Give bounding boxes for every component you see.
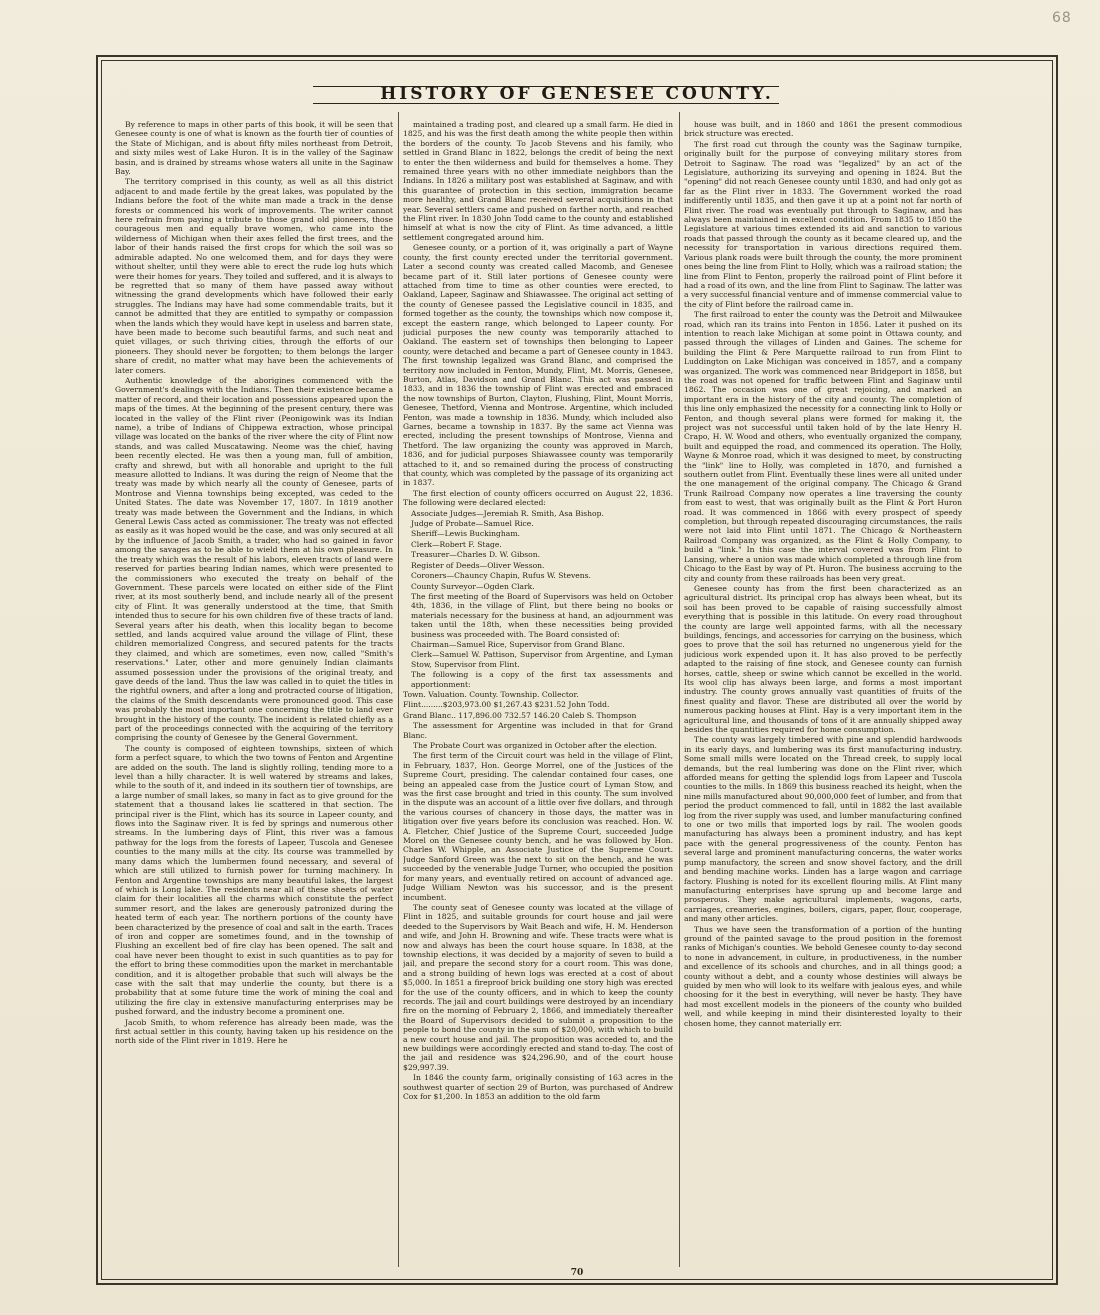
paragraph: Town. Valuation. County. Township. Collector. — [403, 689, 579, 699]
paragraph: Coroners—Chauncy Chapin, Rufus W. Stevens. — [411, 571, 591, 581]
paragraph: maintained a trading post, and cleared up a small farm. He died in 1825, and his was the first death among the white people then within the borders of the county. To Jacob Stevens and his family, who settled in Grand Blanc in 1822, belongs the credit of being the next to enter the then wilderness and build for themselves a home. They remained three years with no other immediate neighbors than the Indians. In 1826 a military post was established at Saginaw, and with this guarantee of protection in this section, immigration became more healthy, and Grand Blanc received several acquisitions in that year. Several settlers came and pushed on farther north, and reached the Flint river. In 1830 John Todd came to the county and established himself at what is now the city of Flint. As time advanced, a little settlement congregated around him. — [403, 120, 673, 242]
paragraph: County Surveyor—Ogden Clark. — [411, 581, 535, 591]
paragraph: Register of Deeds—Oliver Wesson. — [411, 560, 545, 570]
paragraph: Clerk—Samuel W. Pattison, Supervisor from Argentine, and Lyman Stow, Supervisor from Flint. — [411, 650, 673, 669]
page-title: HISTORY OF GENESEE COUNTY. — [380, 84, 774, 104]
paragraph: The county is composed of eighteen townships, sixteen of which form a perfect square, to which the two towns of Fenton and Argentine are added on the south. The land is slightly rolling, tending more to a level than a hilly character. It is well watered by streams and lakes, while to the south of it, and indeed in its southern tier of townships, are a large number of small lakes, so many in fact as to give ground for the statement that a thousand lakes lie scattered in that section. The principal river is the Flint, which has its source in Lapeer county, and flows into the Saginaw river. It is fed by springs and numerous other streams. In the lumbering days of Flint, this river was a famous pathway for the logs from the forests of Lapeer, Tuscola and Genesee counties to the many mills at the city. Its course was trammelled by many dams which the lumbermen found necessary, and several of which are still utilized to furnish power for turning machinery. In Fenton and Argentine townships are many beautiful lakes, the largest of which is Long lake. The residents near all of these sheets of water claim for their localities all the charms which constitute the perfect summer resort, and the lakes are generously patronized during the heated term of each year. The northern portions of the county have been characterized by the presence of coal and salt in the earth. Traces of iron and copper are sometimes found, and in the township of Flushing an excellent bed of fire clay has been opened. The salt and coal have never been thought to exist in such quantities as to pay for the effort to bring these commodities upon the market in merchantable condition, and it is altogether probable that such will always be the case with the salt that may underlie the county, but there is a probability that at some future time the work of mining the coal and utilizing the fire clay in extensive manufacturing enterprises may be pushed forward, and the industry become a prominent one. — [115, 743, 393, 1017]
paragraph: Thus we have seen the transformation of a portion of the hunting ground of the painted savage to the proud position in the foremost ranks of Michigan's counties. We behold Genesee county to-day second to none in advancement, in culture, in productiveness, in the number and excellence of its schools and churches, and in all things good; a county without a debt, and a county whose destinies will always be guided by men who will look to its welfare with jealous eyes, and while choosing for it the best in everything, will never be hasty. They have had most excellent models in the pioneers of the county who builded well, and while keeping in mind their disinterested loyalty to their chosen home, they cannot materially err. — [684, 924, 962, 1028]
text-column-1 — [115, 120, 393, 1270]
folio-number: 68 — [1052, 10, 1072, 26]
paragraph: The territory comprised in this county, as well as all this district adjacent to and made fertile by the great lakes, was populated by the Indians before the foot of the white man made a track in the dense forests or commenced his work of improvements. The writer cannot here refrain from paying a tribute to those grand old pioneers, those courageous men and equally brave women, who came into the wilderness of Michigan when their axes felled the first trees, and the labor of their hands raised the first crops for which the soil was so admirable adapted. No one welcomed them, and for days they were without shelter, until they were able to erect the rude log huts which were their homes for years. They toiled and suffered, and it is always to be regretted that so many of them have passed away without witnessing the grand developments which have followed their early struggles. The Indians may have had some commendable traits, but it cannot be admitted that they are entitled to sympathy or compassion when the lands which they would have kept in useless and barren state, have been made to become such beautiful farms, and such neat and quiet villages, or such thriving cities, through the efforts of our pioneers. They should never be forgotten; to them belongs the larger share of credit, no matter what may have been the achievements of later comers. — [115, 177, 393, 375]
paragraph: The following is a copy of the first tax assessments and apportionment: — [411, 670, 673, 689]
column-divider-2 — [679, 112, 680, 1267]
column-divider-1 — [398, 112, 399, 1267]
paragraph: The assessment for Argentine was included in that for Grand Blanc. — [403, 721, 673, 740]
paragraph: The first election of county officers occurred on August 22, 1836. The following were declared elected: — [403, 488, 673, 508]
paragraph: Jacob Smith, to whom reference has already been made, was the first actual settler in this county, having taken up his residence on the north side of the Flint river in 1819. Here he — [115, 1017, 393, 1046]
paragraph: The first railroad to enter the county was the Detroit and Milwaukee road, which ran its trains into Fenton in 1856. Later it pushed on its intention to reach lake Michigan at some point in Ottawa county, and passed through the villages of Linden and Gaines. The scheme for building the Flint & Pere Marquette railroad to run from Flint to Luddington on Lake Michigan was conceived in 1857, and a company was organized. The work was commenced near Bridgeport in 1858, but the road was not opened for traffic between Flint and Saginaw until 1862. The occasion was one of great rejoicing, and marked an important era in the history of the city and county. The completion of this line only emphasized the necessity for a connecting link to Holly or Fenton, and though several plans were formed for making it, the project was not successful until taken hold of by the late Henry H. Crapo, H. W. Wood and others, who eventually organized the company, built and equipped the road, and commenced its operation. The Holly, Wayne & Monroe road, which it was designed to meet, by constructing the "link" line to Holly, was completed in 1870, and furnished a southern outlet from Flint. Eventually these lines were all united under the one management of the original company. The Chicago & Grand Trunk Railroad Company now operates a line traversing the county from east to west, that was originally built as the Flint & Port Huron road. It was commenced in 1866 with every prospect of speedy completion, but through repeated discouraging circumstances, the rails were not laid into Flint until 1871. The Chicago & Northeastern Railroad Company was organized, as the Flint & Holly Company, to build a "link." In this case the interval covered was from Flint to Lansing, where a union was made which completed a through line from Chicago to the East by way of Pt. Huron. The business accruing to the city and county from these railroads has been very great. — [684, 310, 962, 583]
paragraph: Treasurer—Charles D. W. Gibson. — [411, 550, 541, 560]
paragraph: Sheriff—Lewis Buckingham. — [411, 529, 520, 539]
paragraph: The Probate Court was organized in October after the election. — [413, 741, 657, 750]
paragraph: Genesee county has from the first been characterized as an agricultural district. Its principal crop has always been wheat, but its soil has been proved to be capable of raising successfully almost everything that is possible in this latitude. On every road throughout the county are large well appointed farms, with all the necessary buildings, fencings, and accessories for carrying on the business, which goes to prove that the soil has returned no ungenerous yield for the judicious work expended upon it. It has also proved to be perfectly adapted to the raising of fine stock, and Genesee county can furnish horses, cattle, sheep or swine which cannot be excelled in the world. Its wool clip has always been large, and forms a most important industry. The county grows annually vast quantities of fruits of the finest quality and flavor. These are distributed all over the world by numerous packing houses at Flint. Hay is a very important item in the agricultural line, and thousands of tons of it are annually shipped away besides the quantities required for home consumption. — [684, 583, 962, 734]
paragraph: The first road cut through the county was the Saginaw turnpike, originally built for the purpose of conveying military stores from Detroit to Saginaw. The road was "legalized" by an act of the Legislature, authorizing its surveying and opening in 1824. But the "opening" did not reach Genesee county until 1830, and had only got as far as the Flint river in 1833. The Government worked the road indifferently until 1835, and then gave it up at a point not far north of Flint river. The road was eventually put through to Saginaw, and has always been maintained in excellent condition. From 1835 to 1850 the Legislature at various times extended its aid and sanction to various roads that passed through the county as it became cleared up, and the necessity for transportation in various directions required them. Various plank roads were built through the county, the more prominent ones being the line from Flint to Holly, which was a railroad station; the line from Flint to Fenton, properly the railroad point of Flint before it had a road of its own, and the line from Flint to Saginaw. The latter was a very successful financial venture and of immense commercial value to the city of Flint before the railroad came in. — [684, 139, 962, 309]
paragraph: In 1846 the county farm, originally consisting of 163 acres in the southwest quarter of section 29 of Burton, was purchased of Andrew Cox for $1,200. In 1853 an addition to the old farm — [403, 1073, 673, 1102]
paragraph: Authentic knowledge of the aborigines commenced with the Government's dealings with the Indians. Then their existence became a matter of record, and their location and possessions appeared upon the maps of the times. At the beginning of the present century, there was located in the valley of the Flint river (Peonigowink was its Indian name), a tribe of Indians of Chippewa extraction, whose principal village was located on the banks of the river where the city of Flint now stands, and was called Muscatawing. Neome was the chief, having been recently elected. He was then a young man, full of ambition, crafty and shrewd, but with all honorable and upright to the full measure allotted to Indians. It was during the reign of Neome that the treaty was made by which nearly all the county of Genesee, parts of Montrose and Vienna townships being excepted, was ceded to the United States. The date was November 17, 1807. In 1819 another treaty was made between the Government and the Indians, in which General Lewis Cass acted as commissioner. The treaty was not effected as easily as it was hoped would be the case, and was only secured at all by the influence of Jacob Smith, a trader, who had so gained in favor among the savages as to be able to wield them at his own pleasure. In the treaty which was the result of his labors, eleven tracts of land were reserved for parties bearing Indian names, which were presented to the commissioners who executed the treaty on behalf of the Government. These parcels were located on either side of the Flint river, at its most southerly bend, and include nearly all of the present city of Flint. It was generally understood at the time, that Smith intended thus to secure for his own children five of these tracts of land. Several years after his death, when this locality began to become settled, and lands acquired value around the village of Flint, these children memorialized Congress, and secured patents for the tracts they claimed, and which are sometimes, even now, called "Smith's reservations." Later, other and more genuinely Indian claimants assumed possession under the provisions of the original treaty, and gave deeds of the land. Thus the law was called in to quiet the titles in the rightful owners, and after a long and protracted course of litigation, the claims of the Smith descendants were pronounced good. This case was probably the most important one concerning the title to land ever brought in the history of the county. The incident is related chiefly as a part of the proceedings connected with the acquiring of the territory comprising the county of Genesee by the General Government. — [115, 375, 393, 743]
paragraph: By reference to maps in other parts of this book, it will be seen that Genesee county is one of what is known as the fourth tier of counties of the State of Michigan, and is about fifty miles northeast from Detroit, and sixty miles west of Lake Huron. It is in the valley of the Saginaw basin, and is drained by streams whose waters all unite in the Saginaw Bay. — [115, 120, 393, 177]
paragraph: The county seat of Genesee county was located at the village of Flint in 1825, and suitable grounds for court house and jail were deeded to the Supervisors by Wait Beach and wife, H. M. Henderson and wife, and John H. Browning and wife. These tracts were what is now and always has been the court house square. In 1838, at the township elections, it was decided by a majority of seven to build a jail, and prepare the second story for a court room. This was done, and a strong building of hewn logs was erected at a cost of about $5,000. In 1851 a fireproof brick building one story high was erected for the use of the county officers, and in which to keep the county records. The jail and court buildings were destroyed by an incendiary fire on the morning of February 2, 1866, and immediately thereafter the Board of Supervisors decided to submit a proposition to the people to bond the county in the sum of $20,000, with which to build a new court house and jail. The proposition was acceded to, and the new buildings were accordingly erected and stand to-day. The cost of the jail and residence was $24,296.90, and of the court house $29,997.39. — [403, 902, 673, 1072]
paragraph: The first meeting of the Board of Supervisors was held on October 4th, 1836, in the village of Flint, but there being no books or materials necessary for the business at hand, an adjournment was taken until the 18th, when these necessities being provided business was proceeded with. The Board consisted of: — [411, 591, 673, 639]
paragraph: Clerk—Robert F. Stage. — [411, 539, 502, 549]
paragraph: The county was largely timbered with pine and splendid hardwoods in its early days, and lumbering was its first manufacturing industry. Some small mills were located on the Thread creek, to supply local demands, but the real lumbering was done on the Flint river, which afforded means for getting the splendid logs from Lapeer and Tuscola counties to the mills. In 1869 this business reached its height, when the nine mills manufactured about 90,000,000 feet of lumber, and from that period the product commenced to fall, until in 1882 the last available log from the river supply was used, and lumber manufacturing confined to one or two mills that imported logs by rail. The woolen goods manufacturing has always been a prominent industry, and has kept pace with the general progressiveness of the county. Fenton has several large and prominent manufacturing concerns, the water works pump manufactory, the screen and snow shovel factory, and the drill and bending machine works. Linden has a large wagon and carriage factory. Flushing is noted for its excellent flouring mills. At Flint many manufacturing enterprises have sprung up and become large and prosperous. They make agricultural implements, wagons, carts, carriages, creameries, engines, boilers, cigars, paper, flour, cooperage, and many other articles. — [684, 735, 962, 924]
paragraph: The first term of the Circuit court was held in the village of Flint, in February, 1837, Hon. George Morrel, one of the Justices of the Supreme Court, presiding. The calendar contained four cases, one being an appealed case from the Justice court of Lyman Stow, and was the first case brought and tried in this county. The sum involved in the dispute was an account of a little over five dollars, and through the various courses of chancery in those days, the matter was in litigation over five years before its conclusion was reached. Hon. W. A. Fletcher, Chief Justice of the Supreme Court, succeeded Judge Morel on the Genesee county bench, and he was followed by Hon. Charles W. Whipple, an Associate Justice of the Supreme Court. Judge Sanford Green was the next to sit on the bench, and he was succeeded by the venerable Judge Turner, who occupied the position for many years, and eventually retired on account of advanced age. Judge William Newton was his successor, and is the present incumbent. — [403, 751, 673, 902]
page-number: 70 — [570, 1268, 584, 1278]
paragraph: Chairman—Samuel Rice, Supervisor from Grand Blanc. — [411, 639, 625, 649]
title-rule-bottom — [313, 103, 779, 104]
text-column-3 — [684, 120, 962, 1270]
paragraph: house was built, and in 1860 and 1861 the present commodious brick structure was erected. — [684, 120, 962, 139]
paragraph: Genesee county, or a portion of it, was originally a part of Wayne county, the first county erected under the territorial government. Later a second county was created called Macomb, and Genesee became part of it. Still later portions of Genesee county were attached from time to time as other counties were erected, to Oakland, Lapeer, Saginaw and Shiawassee. The original act setting of the county of Genesee passed the Legislative council in 1835, and formed together as the county, the townships which now compose it, except the eastern range, which belonged to Lapeer county. For judicial purposes the new county was temporarily attached to Oakland. The eastern set of townships then belonging to Lapeer county, were detached and became a part of Genesee county in 1843. The first township legalized was Grand Blanc, and comprised the territory now included in Fenton, Mundy, Flint, Mt. Morris, Genesee, Burton, Atlas, Davidson and Grand Blanc. This act was passed in 1833, and in 1836 the township of Flint was erected and embraced the now townships of Burton, Clayton, Flushing, Flint, Mount Morris, Genesee, Thetford, Vienna and Montrose. Argentine, which included Fenton, was made a township in 1836. Mundy, which included also Garnes, became a township in 1837. By the same act Vienna was erected, including the present townships of Montrose, Vienna and Thetford. The law organizing the county was approved in March, 1836, and for judicial purposes Shiawassee county was temporarily attached to it, and so remained during the process of constructing that county, which was completed by the passage of its organizing act in 1837. — [403, 243, 673, 488]
text-column-2 — [403, 120, 673, 1270]
paragraph: Associate Judges—Jeremiah R. Smith, Asa Bishop. — [411, 508, 604, 518]
paragraph: Flint.........$203,973.00 $1,267.43 $231.52 John Todd. — [403, 700, 610, 710]
paragraph: Judge of Probate—Samuel Rice. — [411, 519, 534, 529]
paragraph: Grand Blanc.. 117,896.00 732.57 146.20 Caleb S. Thompson — [403, 710, 637, 720]
